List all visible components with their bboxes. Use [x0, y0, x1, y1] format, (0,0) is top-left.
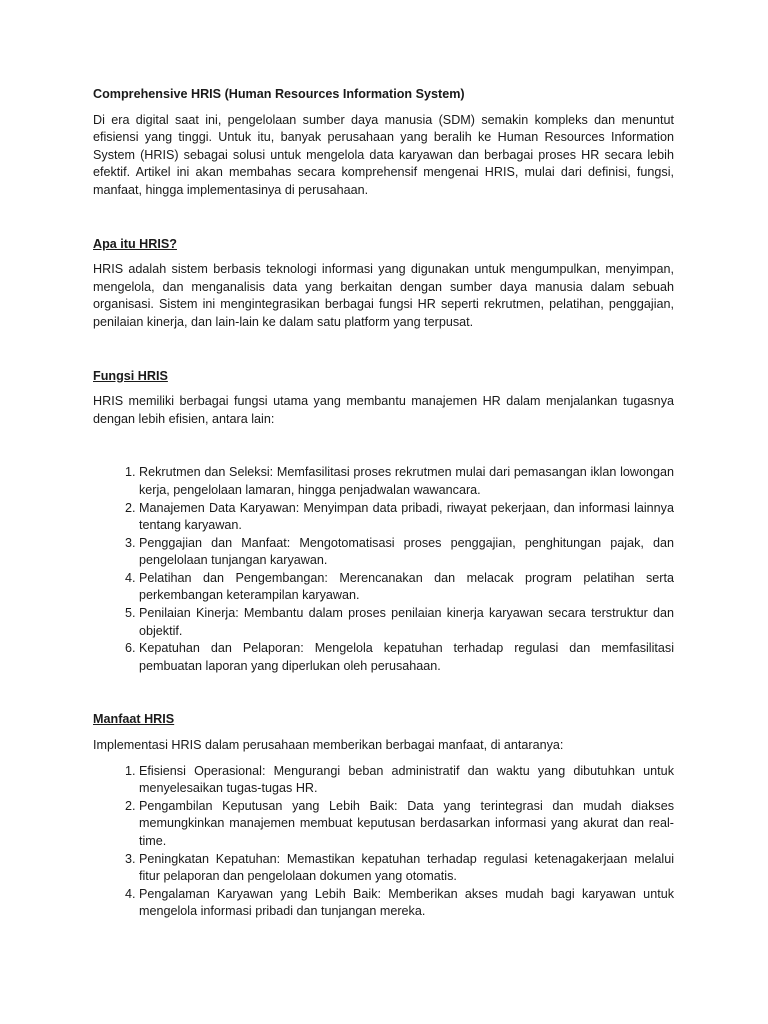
- list-item: 4. Pengalaman Karyawan yang Lebih Baik: Memberikan akses mudah bagi karyawan untuk mengelola informasi pribadi dan tunjangan mereka.: [139, 886, 674, 921]
- section-heading-manfaat-hris: Manfaat HRIS: [93, 712, 175, 727]
- list-item: 3. Penggajian dan Manfaat: Mengotomatisasi proses penggajian, penghitungan pajak, dan pengelolaan tunjangan karyawan.: [139, 535, 674, 570]
- list-item: 1. Efisiensi Operasional: Mengurangi beban administratif dan waktu yang dibutuhkan untuk menyelesaikan tugas-tugas HR.: [139, 763, 674, 798]
- section-text-apa-itu-hris: HRIS adalah sistem berbasis teknologi informasi yang digunakan untuk mengumpulkan, menyimpan, mengelola, dan menganalisis data yang berkaitan dengan sumber daya manusia dalam sebuah organisasi. Sistem ini mengintegrasikan berbagai fungsi HR seperti rekrutmen, pelatihan, penggajian, penilaian kinerja, dan lain-lain ke dalam satu platform yang terpusat.: [93, 262, 674, 329]
- list-item: 6. Kepatuhan dan Pelaporan: Mengelola kepatuhan terhadap regulasi dan memfasilitasi pembuatan laporan yang diperlukan oleh perusahaan.: [139, 640, 674, 675]
- list-item: 2. Manajemen Data Karyawan: Menyimpan data pribadi, riwayat pekerjaan, dan informasi lainnya tentang karyawan.: [139, 500, 674, 535]
- list-item: 2. Pengambilan Keputusan yang Lebih Baik: Data yang terintegrasi dan mudah diakses memungkinkan manajemen membuat keputusan berdasarkan informasi yang akurat dan real-time.: [139, 798, 674, 851]
- section-heading-apa-itu-hris: Apa itu HRIS?: [93, 236, 177, 251]
- intro-paragraph: Di era digital saat ini, pengelolaan sumber daya manusia (SDM) semakin kompleks dan menuntut efisiensi yang tinggi. Untuk itu, banyak perusahaan yang beralih ke Human Resources Information System (HRIS) sebagai solusi untuk mengelola data karyawan dan berbagai proses HR secara lebih efektif. Artikel ini akan membahas secara komprehensif mengenai HRIS, mulai dari definisi, fungsi, manfaat, hingga implementasinya di perusahaan.: [93, 112, 674, 197]
- section-text-manfaat-hris: Implementasi HRIS dalam perusahaan memberikan berbagai manfaat, di antaranya:: [93, 738, 564, 753]
- document-title: Comprehensive HRIS (Human Resources Information System): [93, 87, 465, 101]
- document-page: [93, 86, 674, 921]
- manfaat-list: [93, 763, 674, 921]
- fungsi-list: [93, 464, 674, 675]
- list-item: 1. Rekrutmen dan Seleksi: Memfasilitasi proses rekrutmen mulai dari pemasangan iklan lowongan kerja, pengelolaan lamaran, hingga penjadwalan wawancara.: [139, 464, 674, 499]
- list-item: 4. Pelatihan dan Pengembangan: Merencanakan dan melacak program pelatihan serta perkembangan keterampilan karyawan.: [139, 570, 674, 605]
- section-text-fungsi-hris: HRIS memiliki berbagai fungsi utama yang membantu manajemen HR dalam menjalankan tugasnya dengan lebih efisien, antara lain:: [93, 394, 674, 426]
- list-item: 3. Peningkatan Kepatuhan: Memastikan kepatuhan terhadap regulasi ketenagakerjaan melalui fitur pelaporan dan pengelolaan dokumen yang otomatis.: [139, 851, 674, 886]
- list-item: 5. Penilaian Kinerja: Membantu dalam proses penilaian kinerja karyawan secara terstruktur dan objektif.: [139, 605, 674, 640]
- section-heading-fungsi-hris: Fungsi HRIS: [93, 368, 168, 383]
